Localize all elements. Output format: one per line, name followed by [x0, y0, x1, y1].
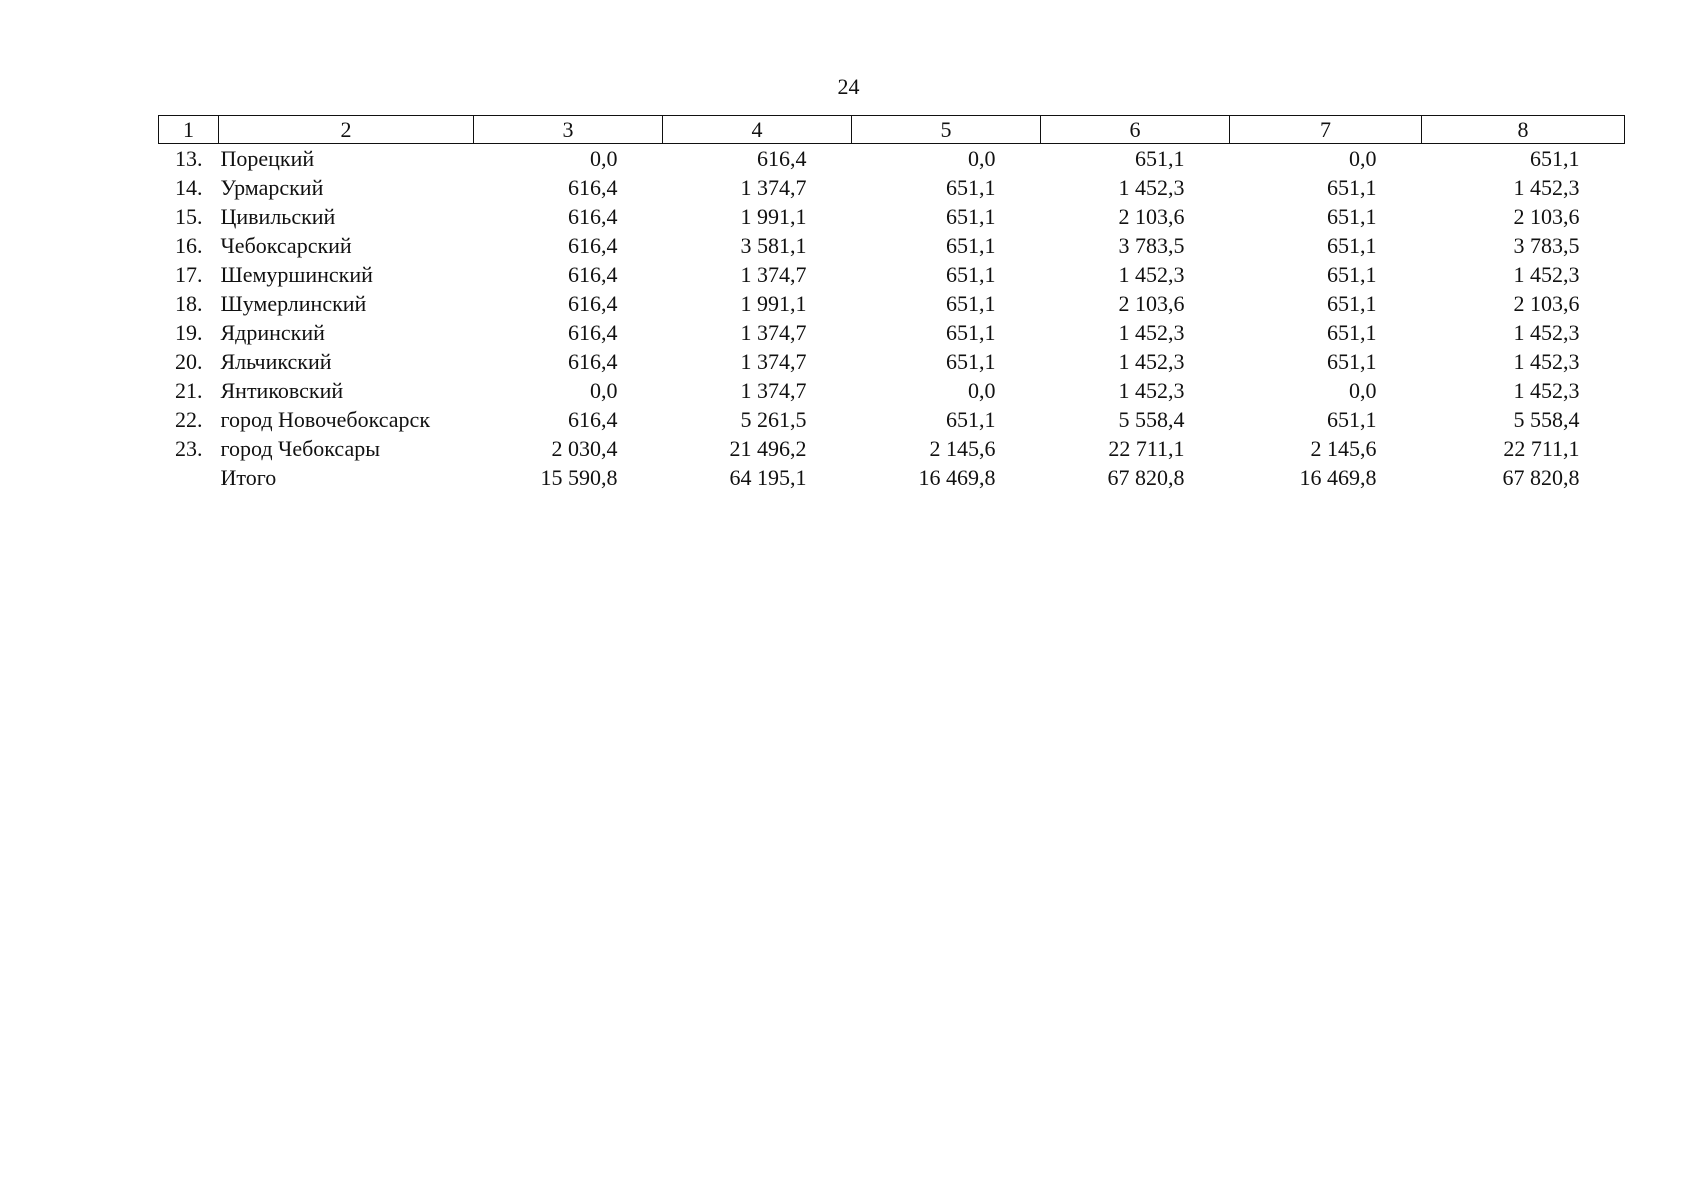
- value-cell: 616,4: [568, 349, 618, 374]
- column-header: 1: [159, 116, 219, 144]
- district-name: Яльчикский: [220, 349, 332, 374]
- column-header: 6: [1041, 116, 1230, 144]
- value-cell: 0,0: [968, 378, 996, 403]
- value-cell: 1 452,3: [1118, 262, 1185, 287]
- value-cell: 651,1: [946, 262, 996, 287]
- value-cell: 616,4: [568, 175, 618, 200]
- value-cell: 616,4: [568, 262, 618, 287]
- value-cell: 1 452,3: [1513, 378, 1580, 403]
- value-cell: 67 820,8: [1502, 465, 1580, 490]
- value-cell: 616,4: [568, 204, 618, 229]
- value-cell: 1 452,3: [1513, 175, 1580, 200]
- value-cell: 651,1: [1327, 349, 1377, 374]
- district-name: Итого: [220, 465, 277, 490]
- value-cell: 22 711,1: [1503, 436, 1580, 461]
- column-header: 8: [1422, 116, 1625, 144]
- value-cell: 1 991,1: [740, 291, 807, 316]
- value-cell: 16 469,8: [918, 465, 996, 490]
- value-cell: 1 452,3: [1118, 175, 1185, 200]
- value-cell: 651,1: [1135, 146, 1185, 171]
- value-cell: 651,1: [1327, 175, 1377, 200]
- table-row: [159, 434, 1625, 463]
- value-cell: 1 374,7: [740, 262, 807, 287]
- value-cell: 616,4: [568, 407, 618, 432]
- value-cell: 22 711,1: [1108, 436, 1185, 461]
- district-name: город Новочебоксарск: [220, 407, 431, 432]
- row-number: 18.: [175, 291, 203, 316]
- value-cell: 1 452,3: [1513, 262, 1580, 287]
- value-cell: 1 374,7: [740, 175, 807, 200]
- row-number: 21.: [175, 378, 203, 403]
- value-cell: 5 558,4: [1513, 407, 1580, 432]
- table-row: [159, 376, 1625, 405]
- header-row: [159, 116, 1625, 144]
- value-cell: 616,4: [757, 146, 807, 171]
- value-cell: 616,4: [568, 291, 618, 316]
- value-cell: 651,1: [1327, 204, 1377, 229]
- value-cell: 2 145,6: [929, 436, 996, 461]
- value-cell: 1 374,7: [740, 320, 807, 345]
- value-cell: 2 145,6: [1310, 436, 1377, 461]
- row-number: 23.: [175, 436, 203, 461]
- table-row: [159, 144, 1625, 174]
- value-cell: 651,1: [946, 349, 996, 374]
- value-cell: 15 590,8: [540, 465, 618, 490]
- district-name: Чебоксарский: [220, 233, 352, 258]
- table-header: [159, 116, 1625, 144]
- district-name: Шемуршинский: [220, 262, 373, 287]
- value-cell: 651,1: [1530, 146, 1580, 171]
- table-row: [159, 173, 1625, 202]
- data-table: [158, 115, 1625, 492]
- value-cell: 16 469,8: [1299, 465, 1377, 490]
- row-number: 19.: [175, 320, 203, 345]
- value-cell: 2 103,6: [1118, 291, 1185, 316]
- value-cell: 651,1: [1327, 233, 1377, 258]
- value-cell: 651,1: [946, 320, 996, 345]
- value-cell: 0,0: [1349, 146, 1377, 171]
- value-cell: 1 374,7: [740, 349, 807, 374]
- value-cell: 2 103,6: [1513, 291, 1580, 316]
- value-cell: 5 558,4: [1118, 407, 1185, 432]
- district-name: город Чебоксары: [220, 436, 381, 461]
- value-cell: 3 783,5: [1118, 233, 1185, 258]
- value-cell: 651,1: [946, 291, 996, 316]
- value-cell: 0,0: [968, 146, 996, 171]
- table-row: [159, 231, 1625, 260]
- value-cell: 21 496,2: [729, 436, 807, 461]
- value-cell: 1 452,3: [1513, 349, 1580, 374]
- value-cell: 651,1: [1327, 262, 1377, 287]
- value-cell: 5 261,5: [740, 407, 807, 432]
- value-cell: 1 452,3: [1118, 378, 1185, 403]
- value-cell: 651,1: [946, 407, 996, 432]
- district-name: Шумерлинский: [220, 291, 367, 316]
- value-cell: 616,4: [568, 233, 618, 258]
- value-cell: 1 991,1: [740, 204, 807, 229]
- table-row: [159, 463, 1625, 492]
- value-cell: 0,0: [590, 378, 618, 403]
- row-number: 22.: [175, 407, 203, 432]
- value-cell: 1 374,7: [740, 378, 807, 403]
- row-number: 13.: [175, 146, 203, 171]
- value-cell: 651,1: [946, 175, 996, 200]
- table-row: [159, 289, 1625, 318]
- column-header: 4: [663, 116, 852, 144]
- value-cell: 0,0: [1349, 378, 1377, 403]
- value-cell: 1 452,3: [1118, 349, 1185, 374]
- row-number: 15.: [175, 204, 203, 229]
- district-name: Цивильский: [220, 204, 336, 229]
- value-cell: 3 783,5: [1513, 233, 1580, 258]
- column-header: 7: [1230, 116, 1422, 144]
- value-cell: 67 820,8: [1107, 465, 1185, 490]
- value-cell: 2 030,4: [551, 436, 618, 461]
- table-body: [159, 144, 1625, 493]
- table-row: [159, 405, 1625, 434]
- table-row: [159, 202, 1625, 231]
- value-cell: 64 195,1: [729, 465, 807, 490]
- row-number: [159, 463, 219, 492]
- value-cell: 2 103,6: [1118, 204, 1185, 229]
- row-number: 16.: [175, 233, 203, 258]
- row-number: 14.: [175, 175, 203, 200]
- district-name: Янтиковский: [220, 378, 344, 403]
- row-number: 20.: [175, 349, 203, 374]
- value-cell: 651,1: [1327, 291, 1377, 316]
- value-cell: 1 452,3: [1118, 320, 1185, 345]
- page-number: 24: [837, 74, 860, 99]
- column-header: 5: [852, 116, 1041, 144]
- value-cell: 616,4: [568, 320, 618, 345]
- district-name: Порецкий: [220, 146, 315, 171]
- value-cell: 0,0: [590, 146, 618, 171]
- column-header: 3: [474, 116, 663, 144]
- table-row: [159, 347, 1625, 376]
- value-cell: 1 452,3: [1513, 320, 1580, 345]
- table-row: [159, 260, 1625, 289]
- value-cell: 651,1: [946, 204, 996, 229]
- row-number: 17.: [175, 262, 203, 287]
- column-header: 2: [219, 116, 474, 144]
- value-cell: 651,1: [946, 233, 996, 258]
- value-cell: 651,1: [1327, 407, 1377, 432]
- value-cell: 3 581,1: [740, 233, 807, 258]
- district-name: Ядринский: [220, 320, 325, 345]
- district-name: Урмарский: [220, 175, 324, 200]
- value-cell: 651,1: [1327, 320, 1377, 345]
- table-row: [159, 318, 1625, 347]
- value-cell: 2 103,6: [1513, 204, 1580, 229]
